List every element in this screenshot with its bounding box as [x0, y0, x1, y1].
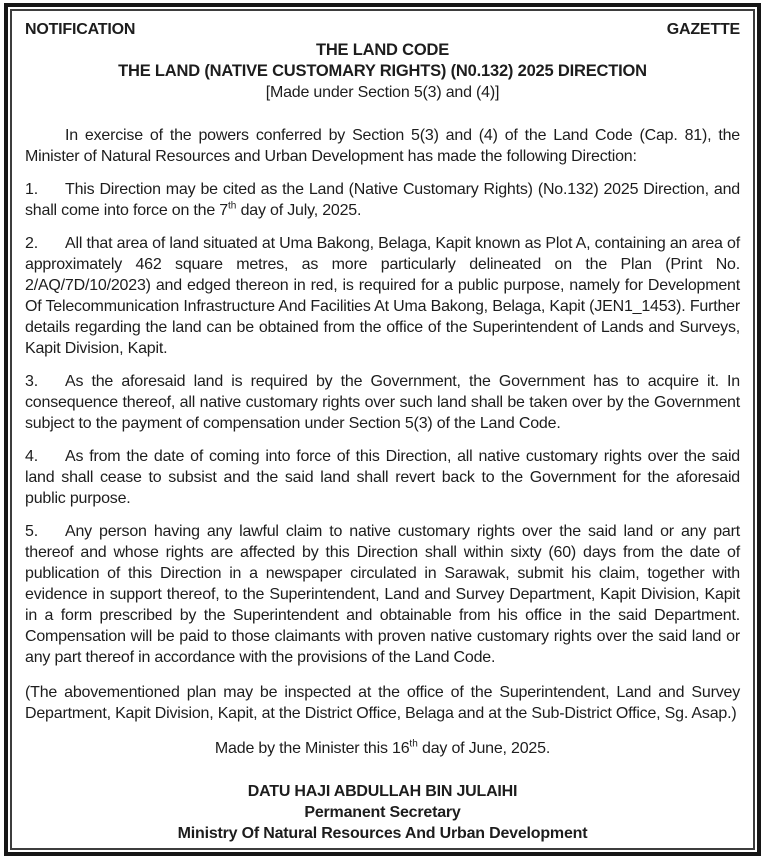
paragraph-number: 2.: [25, 235, 38, 252]
signatory-title: Permanent Secretary: [304, 804, 461, 821]
signatory-ministry: Ministry Of Natural Resources And Urban Development: [177, 825, 588, 842]
document-page: [4, 3, 761, 856]
signatory-name: DATU HAJI ABDULLAH BIN JULAIHI: [247, 783, 518, 800]
paragraph-number: 5.: [25, 523, 38, 540]
document-title: THE LAND CODE: [315, 41, 450, 59]
paragraph-3: 3. As the aforesaid land is required by the Government, the Government has to acquire it. In consequence thereof, all native customary rights over such land shall be taken over by the Government subject to the payment of compensation under Section 5(3) of the Land Code.: [25, 373, 740, 432]
gazette-label: GAZETTE: [666, 21, 740, 38]
masthead: [25, 19, 740, 40]
paragraph-4: 4. As from the date of coming into force of this Direction, all native customary rights over the said land shall cease to subsist and the said land shall revert back to the Government for the aforesaid public purpose.: [25, 448, 740, 507]
intro-paragraph: In exercise of the powers conferred by Section 5(3) and (4) of the Land Code (Cap. 81), the Minister of Natural Resources and Urban Development has made the following Direction:: [25, 127, 740, 165]
direction-title: THE LAND (NATIVE CUSTOMARY RIGHTS) (N0.132) 2025 DIRECTION: [118, 62, 647, 80]
paragraph-number: 1.: [25, 181, 38, 198]
made-under-note: [Made under Section 5(3) and (4)]: [265, 84, 500, 101]
plan-inspection-note: (The abovementioned plan may be inspected at the office of the Superintendent, Land and Survey Department, Kapit Division, Kapit, at the District Office, Belaga and at the Sub-District Office, Sg. Asap.): [25, 684, 740, 722]
paragraph-1: 1. This Direction may be cited as the Land (Native Customary Rights) (No.132) 2025 Direction, and shall come into force on the 7th day of July, 2025.: [25, 181, 740, 219]
made-by-line: Made by the Minister this 16th day of June, 2025.: [214, 738, 551, 757]
paragraph-number: 3.: [25, 373, 38, 390]
document-inner-frame: [10, 9, 755, 850]
notification-label: NOTIFICATION: [25, 21, 136, 38]
numbered-paragraphs: [25, 179, 740, 668]
paragraph-5: 5. Any person having any lawful claim to native customary rights over the said land or any part thereof and whose rights are affected by this Direction shall within sixty (60) days from the date of publication of this Direction in a newspaper circulated in Sarawak, submit his claim, together with evidence in support thereof, to the Superintendent, Land and Survey Department, Kapit Division, Kapit in a form prescribed by the Superintendent and obtainable from his office in the said Department. Compensation will be paid to those claimants with proven native customary rights over the said land or any part thereof in accordance with the provisions of the Land Code.: [25, 523, 740, 666]
paragraph-2: 2. All that area of land situated at Uma Bakong, Belaga, Kapit known as Plot A, containing an area of approximately 462 square metres, as more particularly delineated on the Plan (Print No. 2/AQ/7D/10/2023) and edged thereon in red, is required for a public purpose, namely for Development Of Telecommunication Infrastructure And Facilities At Uma Bakong, Belaga, Kapit (JEN1_1453). Further details regarding the land can be obtained from the office of the Superintendent of Lands and Surveys, Kapit Division, Kapit.: [25, 235, 740, 357]
signature-block: [25, 781, 740, 844]
paragraph-number: 4.: [25, 448, 38, 465]
